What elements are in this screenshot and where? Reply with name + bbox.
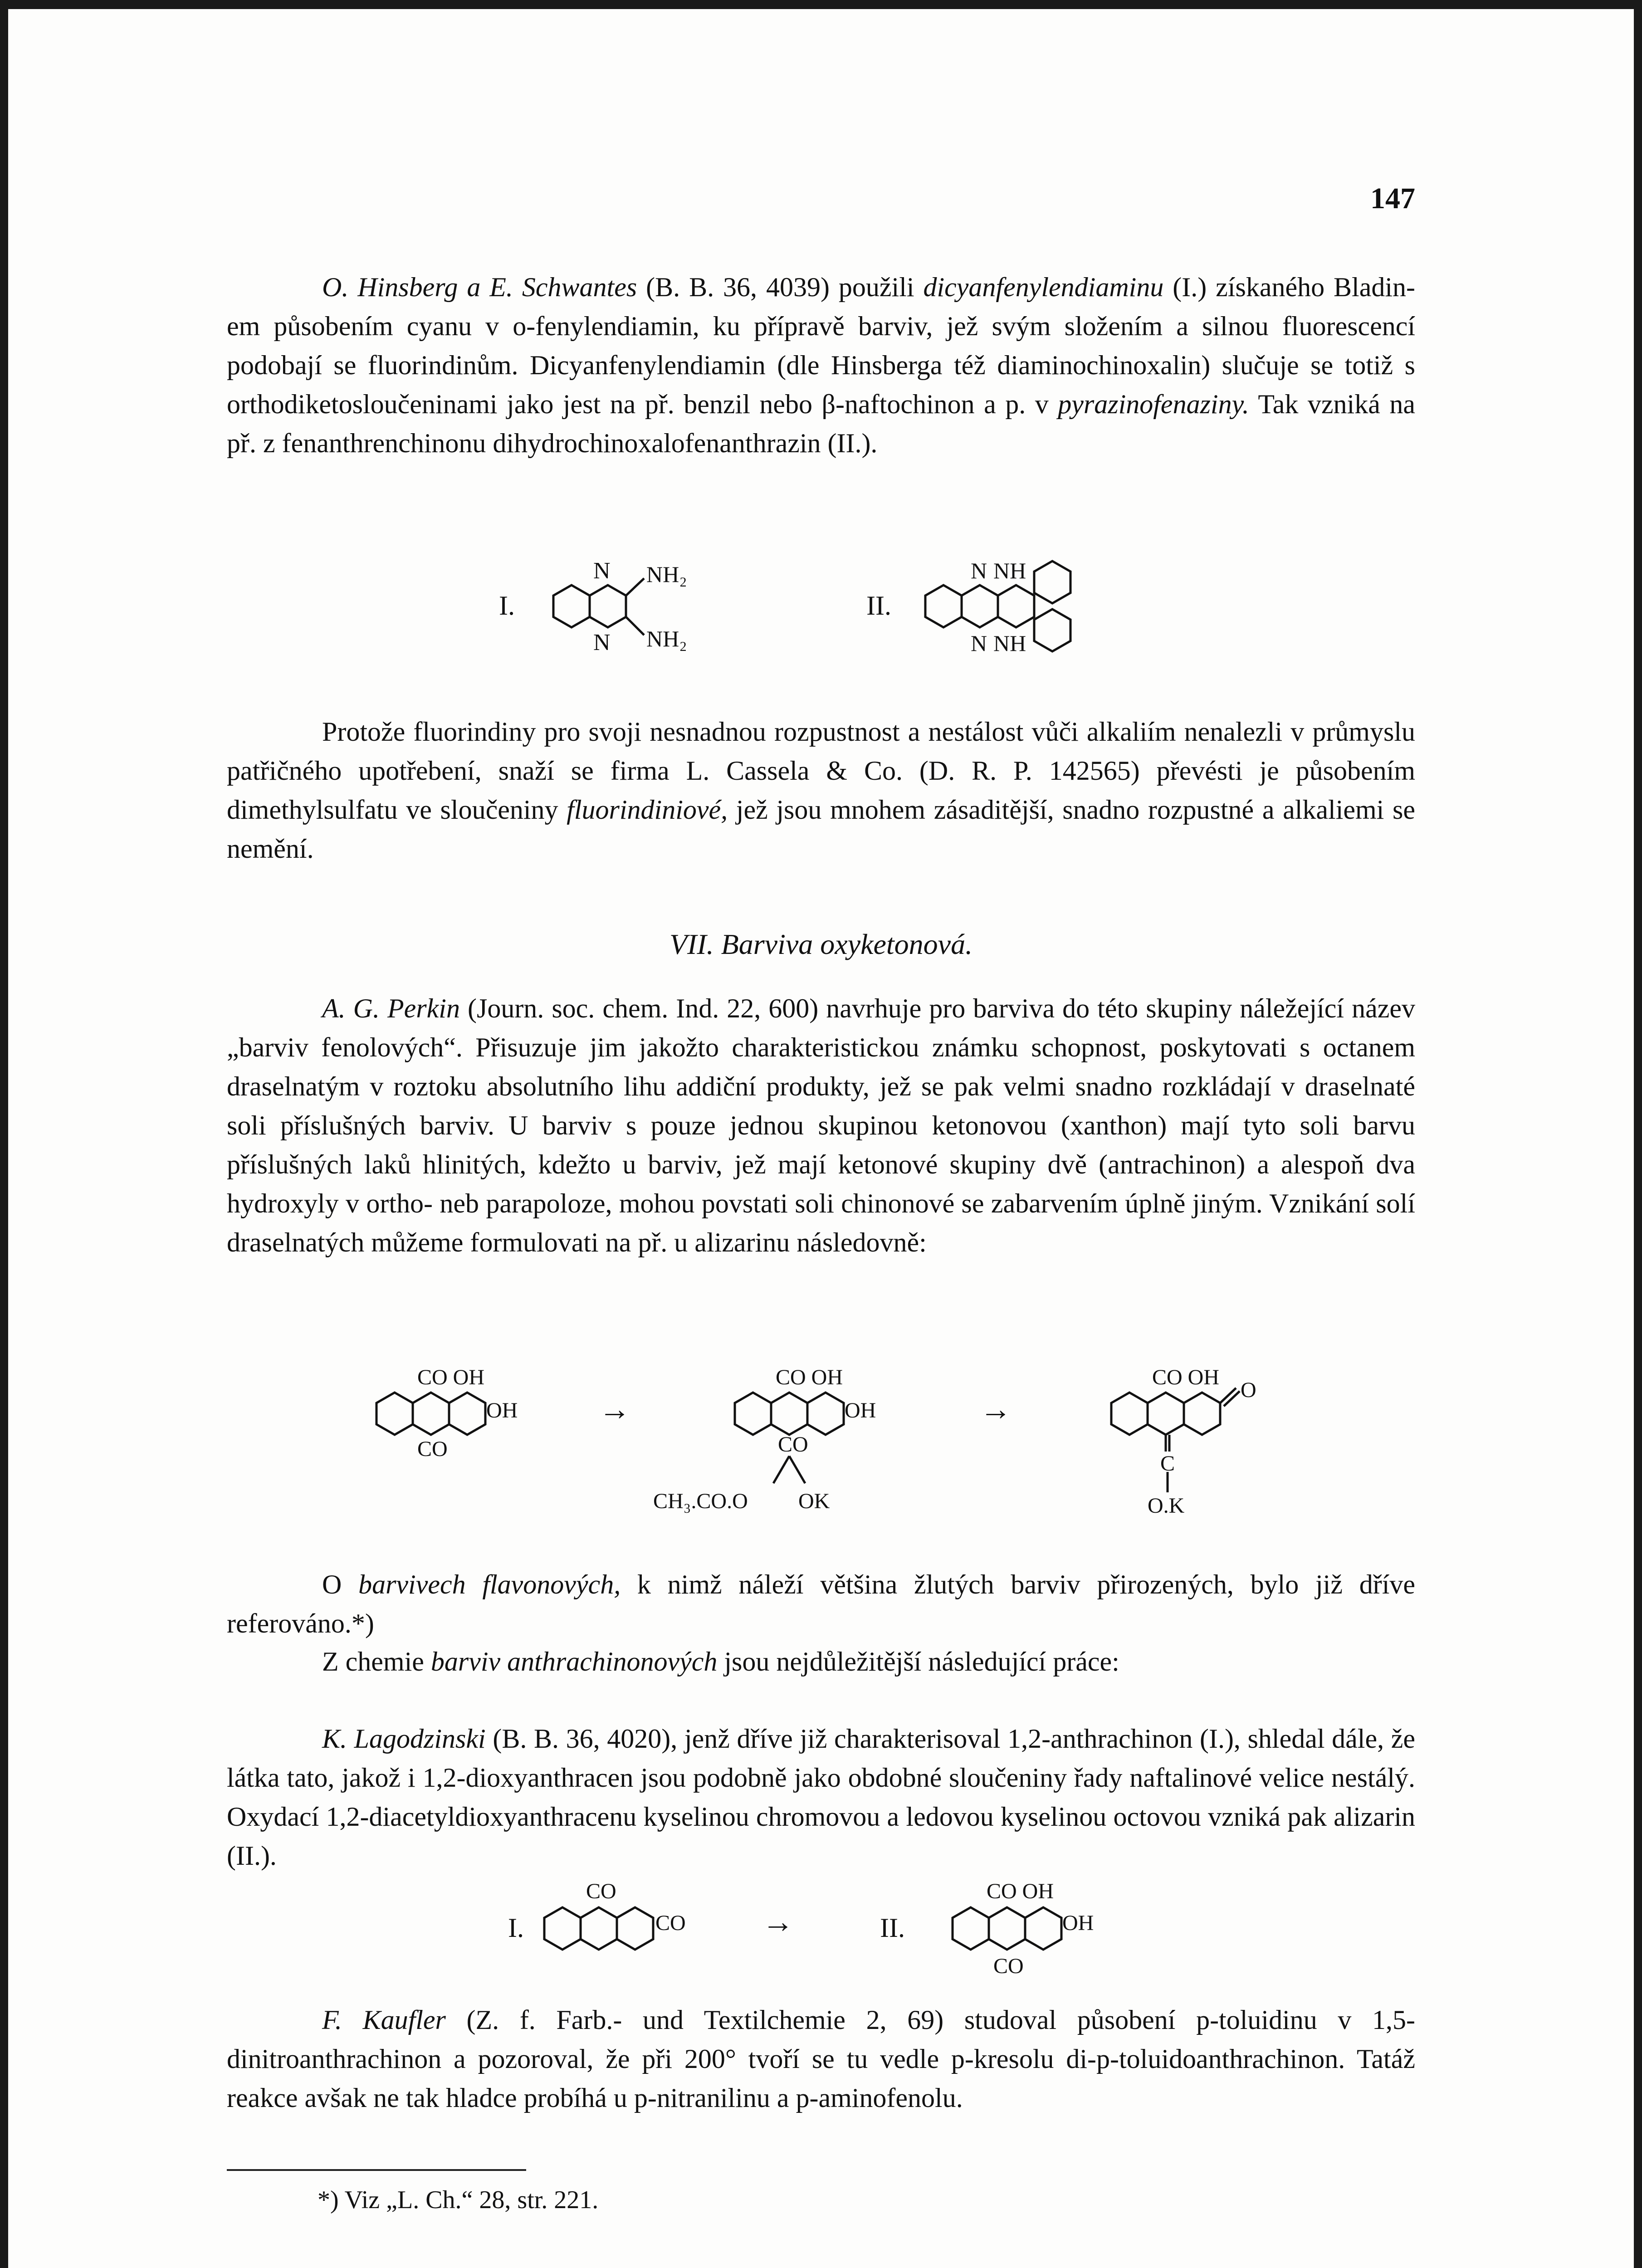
footnote-rule bbox=[227, 2169, 526, 2171]
reaction-arrow: → bbox=[980, 1392, 1012, 1427]
footnote: *) Viz „L. Ch.“ 28, str. 221. bbox=[318, 2186, 599, 2214]
acetyl-label: CH₃.CO.O bbox=[653, 1489, 748, 1513]
hydroxyl-label: OH bbox=[845, 1398, 876, 1422]
reaction-arrow: → bbox=[762, 1905, 794, 1940]
compound-term: barvivech flavonových, bbox=[358, 1569, 621, 1599]
paragraph-text: O bbox=[322, 1569, 359, 1599]
hydroxyl-label: OH bbox=[486, 1398, 518, 1422]
carbonyl-hydroxyl-label: CO OH bbox=[417, 1365, 485, 1389]
carbonyl-label: CO bbox=[655, 1911, 686, 1935]
compound-term: pyrazinofenaziny. bbox=[1058, 389, 1249, 419]
page-number: 147 bbox=[1370, 182, 1415, 215]
paragraph-text: jsou nejdůležitější následující práce: bbox=[717, 1647, 1119, 1677]
structure-diagram-anthraquinone bbox=[481, 1864, 1207, 2014]
citation: (B. B. 36, 4039) použili bbox=[637, 272, 924, 302]
imine-group: NH bbox=[993, 631, 1026, 656]
amino-group: NH₂ bbox=[646, 562, 687, 587]
structure-diagram-fluorindine bbox=[454, 542, 1179, 705]
paragraph-perkin bbox=[227, 989, 1415, 1262]
paragraph-text: Tak vzniká na př. z fenanthrenchinonu dihydrochinoxalofenanthrazin (II.). bbox=[227, 389, 1415, 458]
author-name: K. Lagodzinski bbox=[322, 1724, 486, 1754]
nitrogen-label: N bbox=[593, 558, 611, 584]
compound-term: fluorindiniové, bbox=[567, 795, 728, 825]
paragraph-hinsberg bbox=[227, 268, 1415, 463]
nitrogen-label: N bbox=[971, 558, 987, 583]
paragraph-text: jež jsou mnohem zásaditější, snadno rozpustné a alkaliemi se nemění. bbox=[227, 795, 1415, 864]
structure-label: I. bbox=[499, 591, 515, 621]
compound-term: dicyanfenylendiaminu bbox=[923, 272, 1164, 302]
paragraph-anthraquinones bbox=[227, 1642, 1415, 1681]
paragraph-text: k nimž náleží většina žlutých barviv přirozených, bylo již dříve referováno.*) bbox=[227, 1569, 1415, 1638]
amino-group: NH₂ bbox=[646, 626, 687, 651]
section-heading: VII. Barviva oxyketonová. bbox=[669, 928, 973, 960]
author-name: F. Kaufler bbox=[322, 2005, 446, 2035]
carbonyl-label: CO bbox=[993, 1954, 1024, 1978]
paragraph-flavones bbox=[227, 1565, 1415, 1643]
carbonyl-hydroxyl-label: CO OH bbox=[987, 1879, 1054, 1903]
reaction-arrow: → bbox=[599, 1392, 630, 1427]
potassium-oxide-label: O.K bbox=[1148, 1494, 1185, 1518]
paragraph-text: (I.) získaného Bladin-em působením cyanu v o-fenylendiamin, ku přípravě barviv, jež svým složením a silnou fluorescencí podobají se fluorindinům. Dicyanfenylendiamin (dle Hinsberga též diaminochinoxalin) slučuje se totiž s orthodiketosloučeninami jako jest na př. benzil nebo β-naftochinon a p. v bbox=[227, 272, 1416, 419]
author-name: A. G. Perkin bbox=[322, 993, 460, 1023]
carbonyl-label: CO bbox=[586, 1879, 616, 1903]
paragraph-kaufler bbox=[227, 2000, 1415, 2117]
carbonyl-label: CO bbox=[778, 1432, 808, 1457]
paragraph-lagodzinski bbox=[227, 1719, 1415, 1875]
paragraph-text: (Z. f. Farb.- und Textilchemie 2, 69) studoval působení p-toluidinu v 1,5-dinitroanthrachinon a pozoroval, že při 200° tvoří se tu vedle p-kresolu di-p-toluidoanthrachinon. Tatáž reakce avšak ne tak hladce probíhá u p-nitranilinu a p-aminofenolu. bbox=[227, 2005, 1415, 2113]
structure-label: II. bbox=[866, 591, 891, 621]
structure-diagram-alizarin-salt bbox=[345, 1361, 1320, 1565]
paragraph-text: (Journ. soc. chem. Ind. 22, 600) navrhuje pro barviva do této skupiny náležející název „barviv fenolových“. Přisuzuje jim jakožto charakteristickou známku schopnost, poskytovati s octanem draselnatým v roztoku absolutního lihu addiční produkty, jež se pak velmi snadno rozkládají v draselnaté soli příslušných barviv. U barviv s pouze jednou skupinou ketonovou (xanthon) mají tyto soli barvu příslušných laků hlinitých, kdežto u barviv, jež mají ketonové skupiny dvě (antrachinon) a alespoň dva hydroxyly v ortho- neb parapoloze, mohou povstati soli chinonové se zabarvením úplně jiným. Vznikání solí draselnatých můžeme formulovati na př. u alizarinu následovně: bbox=[227, 993, 1415, 1257]
carbonyl-label: CO bbox=[417, 1437, 448, 1461]
nitrogen-label: N bbox=[593, 630, 611, 655]
paragraph-text: (B. B. 36, 4020), jenž dříve již charakterisoval 1,2-anthrachinon (I.), shledal dále, že látka tato, jakož i 1,2-dioxyanthracen jsou podobně jako obdobné sloučeniny řady naftalinové velice nestálý. Oxydací 1,2-diacetyldioxyanthracenu kyselinou chromovou a ledovou kyselinou octovou vzniká pak alizarin (II.). bbox=[227, 1724, 1415, 1871]
imine-group: NH bbox=[993, 558, 1026, 583]
paragraph-fluorindines bbox=[227, 712, 1415, 868]
paragraph-text: Protože fluorindiny pro svoji nesnadnou rozpustnost a nestálost vůči alkaliím nenalezli v průmyslu patřičného upotřebení, snaží se firma L. Cassela & Co. (D. R. P. 142565) převésti je působením dimethylsulfatu ve sloučeniny bbox=[227, 717, 1415, 825]
potassium-oxide-label: OK bbox=[798, 1489, 830, 1513]
quinone-oxygen-label: O bbox=[1241, 1378, 1256, 1402]
structure-label: I. bbox=[508, 1913, 524, 1943]
paragraph-text: Z chemie bbox=[322, 1647, 431, 1677]
author-name: O. Hinsberg a E. Schwantes bbox=[322, 272, 637, 302]
carbonyl-hydroxyl-label: CO OH bbox=[776, 1365, 843, 1389]
compound-term: barviv anthrachinonových bbox=[430, 1647, 718, 1677]
structure-label: II. bbox=[880, 1913, 905, 1943]
hydroxyl-label: OH bbox=[1062, 1911, 1094, 1935]
carbon-label: C bbox=[1160, 1452, 1175, 1476]
carbonyl-hydroxyl-label: CO OH bbox=[1152, 1365, 1220, 1389]
nitrogen-label: N bbox=[971, 631, 987, 656]
